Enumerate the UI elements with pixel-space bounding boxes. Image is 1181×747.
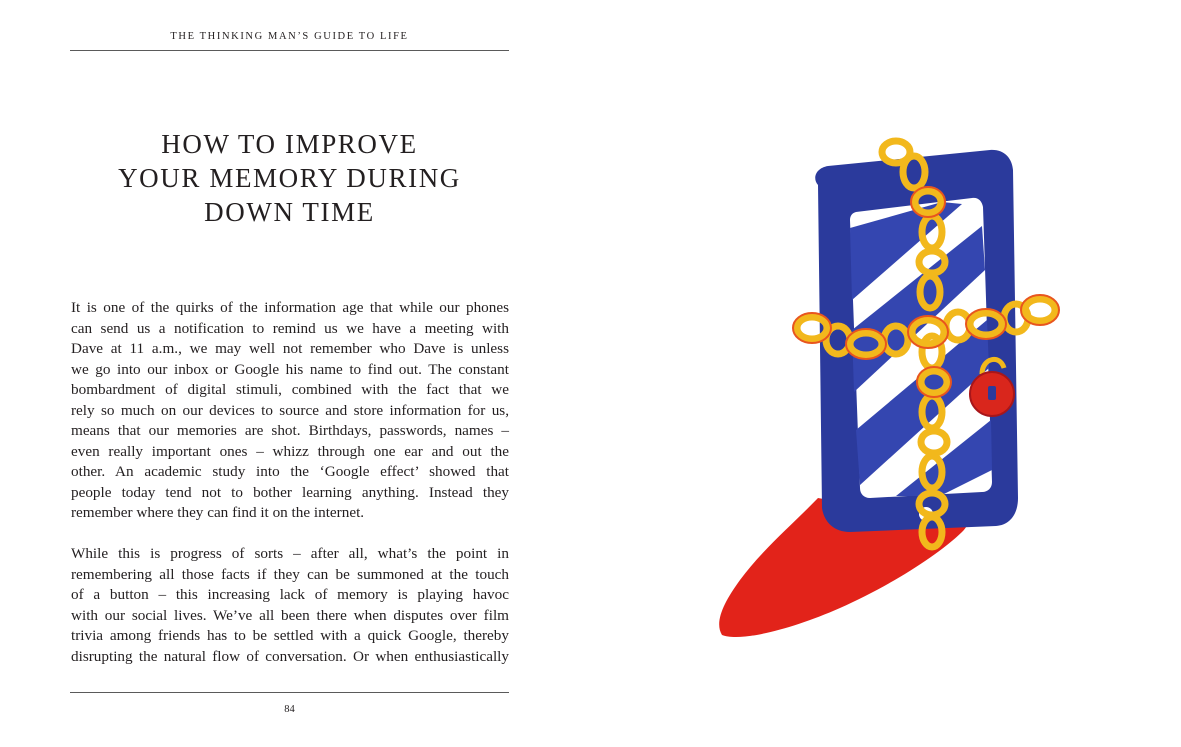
text-line: trivia among friends has to be settled with a quick Google, thereby (71, 627, 509, 644)
chapter-title-line: HOW TO IMPROVE (161, 129, 418, 159)
text-line: with our social lives. We’ve all been there when disputes over film (71, 606, 509, 624)
text-line: disrupting the natural flow of conversation. Or when enthusiastically (71, 647, 509, 665)
chapter-title-line: DOWN TIME (204, 197, 375, 227)
text-line: can send us a notification to remind us we have a meeting with (71, 319, 509, 337)
running-head: THE THINKING MAN’S GUIDE TO LIFE (170, 31, 409, 42)
chapter-title (70, 127, 509, 229)
text-line: bombardment of digital stimuli, combined with the fact that we (71, 381, 509, 398)
text-line: remember where they can find it on the internet. (71, 504, 365, 521)
text-line: rely so much on our devices to source and store information for us, (71, 401, 509, 419)
text-line: remembering all those facts if they can be summoned at the touch (71, 565, 509, 583)
phone-chain-illustration (700, 130, 1060, 650)
text-line: means that our memories are shot. Birthdays, passwords, names – (71, 422, 509, 439)
chapter-title-line: YOUR MEMORY DURING (118, 163, 461, 193)
footer-rule (70, 692, 509, 693)
text-line: we go into our inbox or Google his name to find out. The constant (71, 360, 509, 378)
body-text (71, 298, 509, 667)
text-line: It is one of the quirks of the information age that while our phones (71, 299, 509, 316)
text-line: Dave at 11 a.m., we may well not remember who Dave is unless (71, 340, 509, 357)
text-line: While this is progress of sorts – after all, what’s the point in (71, 545, 509, 562)
paragraph-2 (71, 544, 509, 667)
page-number: 84 (284, 704, 295, 715)
text-line: other. An academic study into the ‘Google effect’ showed that (71, 463, 509, 480)
text-line: people today tend not to bother learning anything. Instead they (71, 483, 509, 501)
text-line: of a button – this increasing lack of memory is playing havoc (71, 586, 509, 603)
paragraph-spacer (71, 524, 509, 545)
paragraph-1 (71, 298, 509, 524)
header-rule (70, 50, 509, 51)
text-line: even really important ones – whizz through one ear and out the (71, 442, 509, 460)
